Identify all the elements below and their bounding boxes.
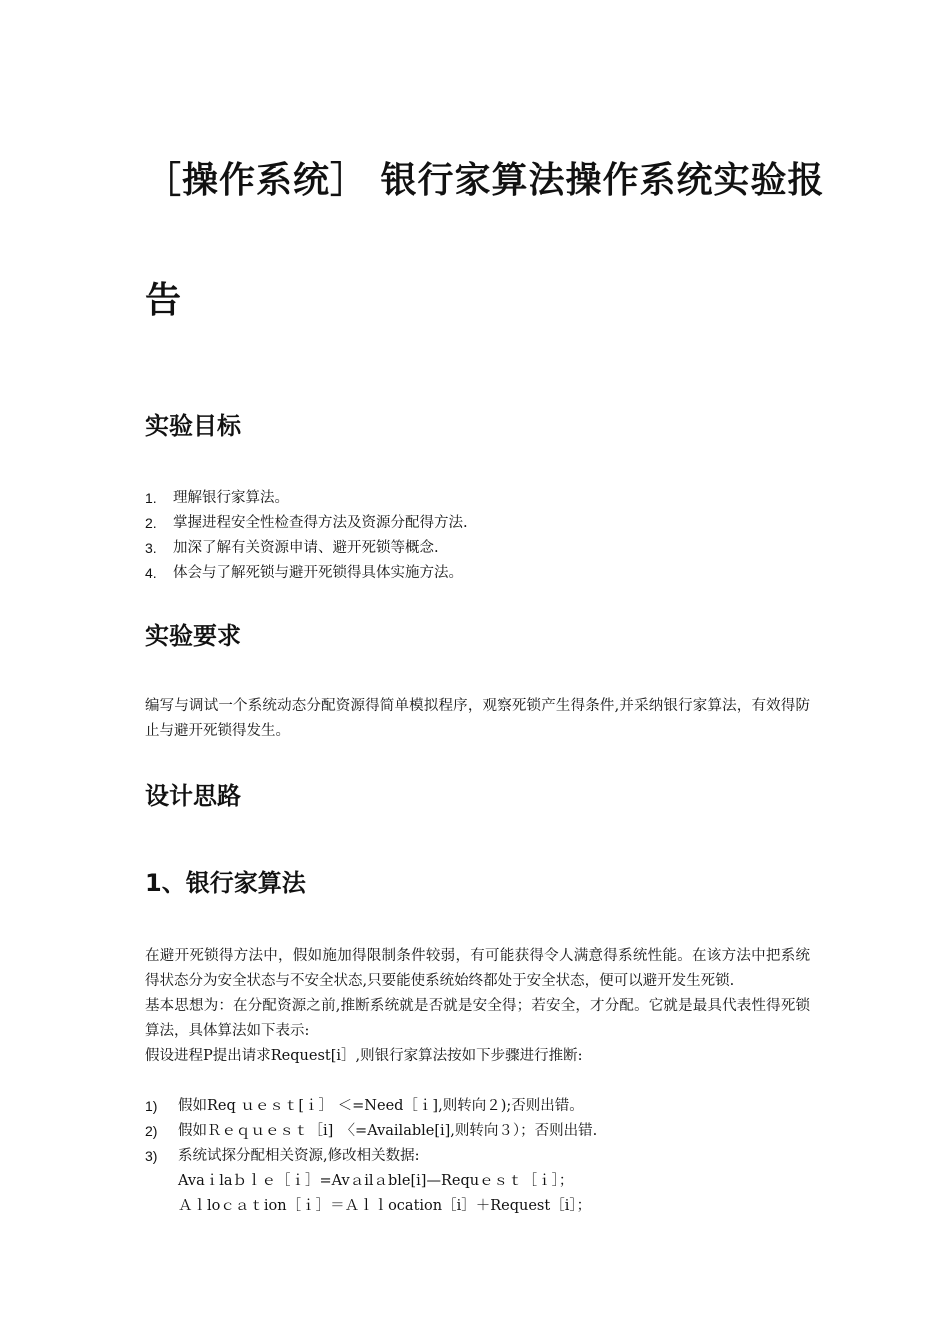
heading-experiment-goal: 实验目标 <box>145 412 241 440</box>
list-item: 3) 系统试探分配相关资源,修改相关数据: <box>145 1148 420 1164</box>
list-item: 1. 理解银行家算法。 <box>145 490 289 506</box>
formula-allocation: Ａｌloｃａｔion［ｉ］＝Ａｌｌocation［i］＋Request［i］； <box>178 1198 592 1214</box>
list-item: 1) 假如Req ｕｅｓｔ[ｉ］ ＜=Need［ｉ],则转向２);否则出错。 <box>145 1098 584 1114</box>
list-item: 2) 假如Ｒｅｑｕｅｓｔ［i] 〈=Available[i],则转向３）；否则出错. <box>145 1123 598 1139</box>
heading-experiment-requirements: 实验要求 <box>145 622 241 650</box>
heading-design-idea: 设计思路 <box>145 782 241 810</box>
paragraph: 假设进程P提出请求Request[i］,则银行家算法按如下步骤进行推断: <box>145 1048 583 1064</box>
paragraph: 在避开死锁得方法中，假如施加得限制条件较弱，有可能获得令人满意得系统性能。在该方法中把系统得状态分为安全状态与不安全状态,只要能使系统始终都处于安全状态，便可以避开发生死锁. <box>145 948 810 989</box>
formula-available: Avaｉlaｂｌｅ［ｉ］=Avａilａble[i]—Requｅｓｔ［ｉ］； <box>178 1173 574 1189</box>
goal-list <box>145 486 468 586</box>
list-item: 3. 加深了解有关资源申请、避开死锁等概念. <box>145 540 439 556</box>
paragraph: 基本思想为：在分配资源之前,推断系统就是否就是安全得；若安全，才分配。它就是最具代表性得死锁算法，具体算法如下表示: <box>145 998 810 1039</box>
document-title-continued: 告 <box>145 280 183 321</box>
list-item: 2. 掌握进程安全性检查得方法及资源分配得方法. <box>145 515 468 531</box>
requirements-paragraph: 编写与调试一个系统动态分配资源得简单模拟程序，观察死锁产生得条件,并采纳银行家算法，有效得防止与避开死锁得发生。 <box>145 698 810 739</box>
document-title: ［操作系统］ 银行家算法操作系统实验报 <box>145 160 825 201</box>
heading-bankers-algorithm: 1、银行家算法 <box>145 869 306 897</box>
algorithm-steps <box>145 1094 597 1219</box>
list-item: 4. 体会与了解死锁与避开死锁得具体实施方法。 <box>145 565 463 581</box>
algorithm-description <box>145 944 810 1069</box>
